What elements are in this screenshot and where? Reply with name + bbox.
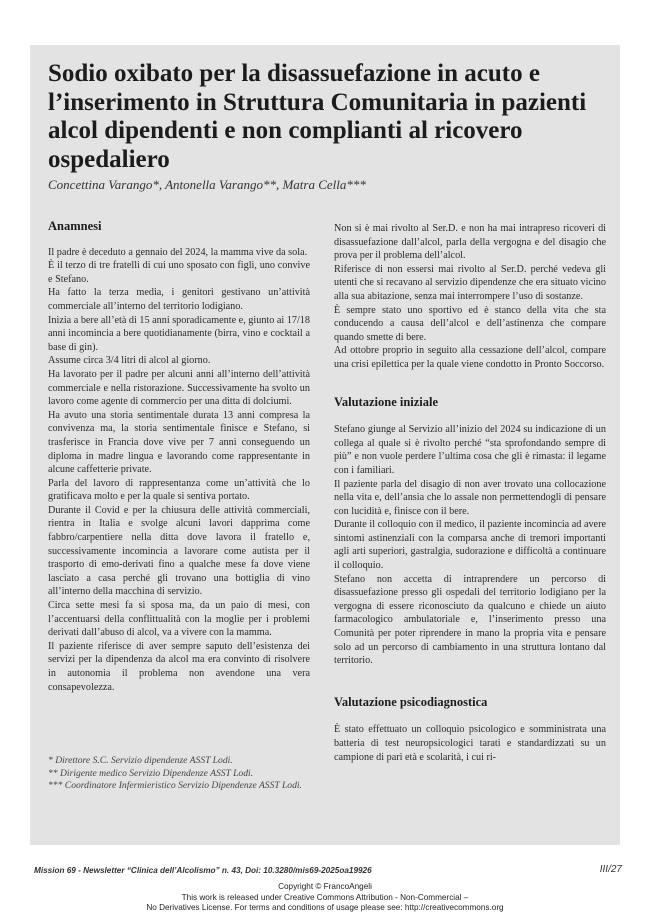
section-spacer <box>334 372 606 396</box>
section-heading-valutazione-iniziale: Valutazione iniziale <box>334 394 439 409</box>
right-column <box>334 222 606 764</box>
paragraph: Il paziente parla del disagio di non aver trovato una collocazione nella vita e, dell’ansia che lo assale non permettendogli di pensare con lucidità e, finisce con il bere. <box>334 478 606 517</box>
paragraph: Inizia a bere all’età di 15 anni sporadicamente e, giunto ai 17/18 anni incomincia a bere quotidianamente (birra, vino e cocktail a base di gin). <box>48 314 310 353</box>
paragraph: È stato effettuato un colloquio psicologico e somministrata una batteria di test neuropsicologici tarati e standardizzati su un campione di pari età e scolarità, i cui ri- <box>334 724 606 763</box>
paragraph: Non si è mai rivolto al Ser.D. e non ha mai intrapreso ricoveri di disassuefazione dall’alcol, parla della vergogna e del disagio che prova per il problema dell’alcol. <box>334 223 606 262</box>
license-line: No Derivatives License. For terms and conditions of usage please see: http://creativecommons.org <box>146 903 504 912</box>
section-heading-anamnesi: Anamnesi <box>48 219 102 233</box>
paragraph: Ha avuto una storia sentimentale durata 13 anni compresa la convivenza ma, la storia sentimentale finisce e Stefano, si trasferisce in Francia dove vive per 7 anni conseguendo un diploma in madre lingua e lavorando come rappresentante in alcune caffetterie private. <box>48 409 310 476</box>
paragraph: È il terzo di tre fratelli di cui uno sposato con figli, uno convive e Stefano. <box>48 260 310 285</box>
article-authors: Concettina Varango*, Antonella Varango**, Matra Cella*** <box>48 177 366 192</box>
license-line: This work is released under Creative Commons Attribution - Non-Commercial – <box>181 892 469 902</box>
paragraph: Parla del lavoro di rappresentanza come un’attività che lo gratificava molto e per la quale si sentiva portato. <box>48 477 310 503</box>
left-column <box>48 212 310 694</box>
paragraph: È sempre stato uno sportivo ed è stanco della vita che sta conducendo a causa dell’alcol e dell’astinenza che compare quando smette di bere. <box>334 304 606 343</box>
paragraph: Circa sette mesi fa si sposa ma, da un paio di mesi, con l’accentuarsi della conflittualità con la moglie per i problemi derivati dall’abuso di alcol, va a vivere con la mamma. <box>48 600 310 639</box>
section-heading-valutazione-psicodiagnostica: Valutazione psicodiagnostica <box>334 694 488 709</box>
paragraph: Assume circa 3/4 litri di alcol al giorno. <box>48 355 211 367</box>
footnote: ** Dirigente medico Servizio Dipendenze ASST Lodi. <box>48 767 254 779</box>
footnote: * Direttore S.C. Servizio dipendenze ASST Lodi. <box>48 755 233 766</box>
license-notice <box>0 882 650 914</box>
section-spacer <box>334 668 606 696</box>
paragraph: Il padre è deceduto a gennaio del 2024, la mamma vive da sola. <box>48 246 308 258</box>
license-line: Copyright © FrancoAngeli <box>278 882 372 891</box>
paragraph: Ad ottobre proprio in seguito alla cessazione dell’alcol, compare una crisi epilettica per la quale viene condotto in Pronto Soccorso. <box>334 345 606 370</box>
paragraph: Durante il colloquio con il medico, il paziente incomincia ad avere sintomi astinenziali con la comparsa anche di tremori importanti agli arti superiori, gastralgia, sudorazione e difficoltà a continuare il colloquio. <box>334 519 606 572</box>
journal-citation: Mission 69 - Newsletter “Clinica dell’Alcolismo” n. 43, Doi: 10.3280/mis69-2025oa19926 <box>34 866 372 875</box>
paragraph: Ha fatto la terza media, i genitori gestivano un’attività commerciale all’interno del territorio lodigiano. <box>48 287 310 312</box>
footnotes <box>48 755 310 793</box>
paragraph: Il paziente riferisce di aver sempre saputo dell’esistenza dei servizi per la dipendenza da alcol ma era convinto di risolvere in autonomia il problema non avendone una vera consapevolezza. <box>48 640 310 693</box>
paragraph: Stefano giunge al Servizio all’inizio del 2024 su indicazione di un collega al quale si è rivolto perché “sta sprofondando sempre di più” e non vuole perdere l’ultima cosa che gli è rimasta: il legame con i familiari. <box>334 424 606 476</box>
paragraph: Riferisce di non essersi mai rivolto al Ser.D. perché vedeva gli utenti che si recavano al servizio dipendenze che era situato vicino alla sua abitazione, senza mai interrompere l’uso di sostanze. <box>334 263 606 302</box>
footnote: *** Coordinatore Infermieristico Servizio Dipendenze ASST Lodi. <box>48 780 302 791</box>
paragraph: Ha lavorato per il padre per alcuni anni all’interno dell’attività commerciale e nella ristorazione. Successivamente ha svolto un lavoro come agente di commercio per una ditta di dolciumi. <box>48 368 310 408</box>
article-title: Sodio oxibato per la disassuefazione in acuto e l’inserimento in Struttura Comunitaria in pazienti alcol dipendenti e non complianti al ricovero ospedaliero <box>48 60 587 173</box>
paragraph: Durante il Covid e per la chiusura delle attività commerciali, rientra in Italia e svolge alcuni lavori dapprima come fabbro/carpentiere nella ditta dove lavora il fratello e, successivamente incomincia a lavorare come autista per il trasporto di emo-derivati fino a qualche mese fa dove viene lasciato a casa perché gli trovano una bottiglia di vino all’interno della macchina di servizio. <box>48 504 310 598</box>
page-number: III/27 <box>599 864 622 875</box>
paragraph: Stefano non accetta di intraprendere un percorso di disassuefazione presso gli ospedali del territorio lodigiano per la vergogna di essere riconosciuto da qualcuno e chiede un aiuto farmacologico ambulatoriale e, l’inserimento presso una Comunità per poter riprendere in mano la propria vita e pensare solo ad un percorso di cambiamento in una struttura lontano dal territorio. <box>334 573 606 667</box>
